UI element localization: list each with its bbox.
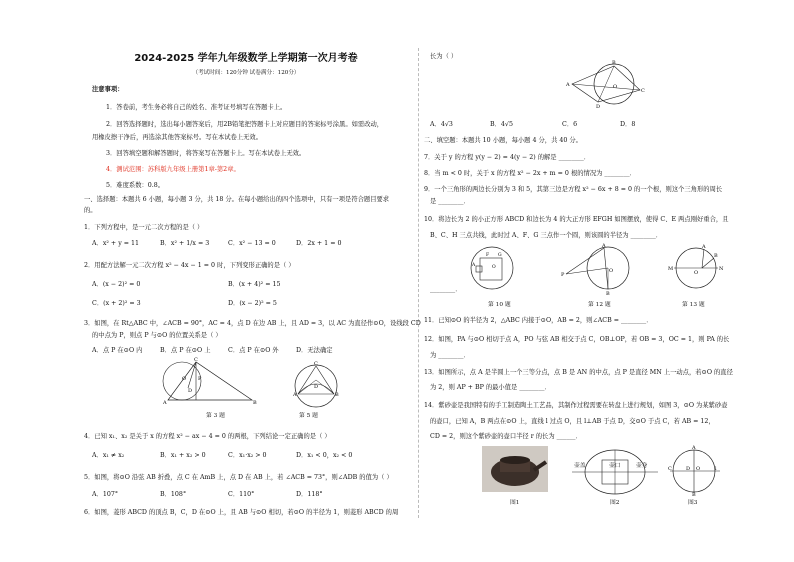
figure-12 bbox=[561, 243, 634, 297]
q9-cont: 是 ________． bbox=[430, 198, 470, 205]
note-2-cont: 用橡皮擦干净后，再选涂其他答案标号。写在本试卷上无效。 bbox=[92, 134, 263, 141]
q2-option-d: D．(x − 2)² = 5 bbox=[228, 300, 277, 307]
svg-text:B: B bbox=[692, 492, 696, 498]
q6-option-b: B．4√5 bbox=[490, 121, 513, 128]
q12-cont: 为 ________． bbox=[430, 352, 470, 359]
q2-option-b: B．(x + 4)² = 15 bbox=[228, 281, 281, 288]
svg-text:C: C bbox=[668, 466, 672, 472]
q11: 11．已知⊙O 的半径为 2，△ABC 内接于⊙O，AB = 2，则∠ACB = ________． bbox=[424, 317, 653, 324]
svg-text:C: C bbox=[641, 88, 645, 94]
note-4: 4．测试范围：苏科版九年级上册第1章-第2章。 bbox=[106, 166, 240, 173]
q3-option-a: A．点 P 在⊙O 内 bbox=[92, 347, 143, 354]
figure-13-caption: 第 13 题 bbox=[682, 302, 705, 308]
q7: 7．关于 y 的方程 y(y − 2) = 4(y − 2) 的解是 ________． bbox=[424, 154, 591, 161]
figure-3-caption: 第 3 题 bbox=[206, 413, 225, 419]
note-1: 1．答卷前，考生务必将自己的姓名、准考证号填写在答题卡上。 bbox=[106, 104, 287, 111]
svg-text:B: B bbox=[335, 392, 339, 398]
q8: 8．当 m < 0 时，关于 x 的方程 x² − 2x + m = 0 根的情况为 ________． bbox=[424, 170, 636, 177]
note-3: 3．回答填空题和解答题时，将答案写在答题卡上。写在本试卷上无效。 bbox=[106, 150, 306, 157]
label-lid: 壶盖 bbox=[574, 463, 586, 469]
q14-cont: 的壶口，已知 A，B 两点在⊙O 上，直线 l 过点 O，且 l⊥AB 于点 D，交⊙O 于点 C，若 AB = 12， bbox=[430, 418, 715, 425]
q10-blank: ________． bbox=[430, 286, 462, 293]
q3-stem-cont: 的中点为 P，则点 P 与⊙O 的位置关系是（ ） bbox=[92, 332, 222, 339]
svg-text:A: A bbox=[602, 243, 606, 249]
svg-text:O: O bbox=[492, 265, 496, 270]
q6-stem: 6．如图，菱形 ABCD 的顶点 B，C，D 在⊙O 上，且 AB 与⊙O 相切，若⊙O 的半径为 1，则菱形 ABCD 的周 bbox=[84, 509, 399, 516]
svg-text:O: O bbox=[696, 466, 701, 472]
q3-stem: 3．如图，在 Rt△ABC 中，∠ACB = 90°，AC = 4，点 D 在边 AB 上，且 AD = 3，以 AC 为直径作⊙O，设线段 CD bbox=[84, 320, 421, 327]
svg-text:D: D bbox=[188, 388, 193, 394]
q1-option-a: A．x² + y = 11 bbox=[92, 240, 140, 247]
svg-text:M: M bbox=[668, 266, 674, 272]
q2-option-a: A．(x − 2)² = 0 bbox=[92, 281, 141, 288]
right-column bbox=[424, 0, 733, 562]
q1-stem: 1．下列方程中，是一元二次方程的是（ ） bbox=[84, 224, 204, 231]
q4-option-b: B．x₁ + x₂ > 0 bbox=[160, 452, 206, 459]
section2-heading: 二、填空题：本题共 10 小题，每小题 4 分，共 40 分。 bbox=[424, 137, 582, 144]
figure-6 bbox=[566, 60, 650, 110]
note-2: 2．回答选择题时，选出每小题答案后，用2B铅笔把答题卡上对应题目的答案标号涂黑。如需改动， bbox=[106, 121, 384, 128]
left-column bbox=[80, 0, 421, 562]
figure-14-2-caption: 图2 bbox=[610, 500, 620, 506]
q9: 9．一个三角形的两边长分别为 3 和 5，其第三边是方程 x² − 6x + 8 = 0 的一个根，则这个三角形的周长 bbox=[424, 186, 723, 193]
figure-14-3 bbox=[668, 446, 722, 496]
teapot-diagram bbox=[572, 446, 658, 496]
section1-heading-cont: 的。 bbox=[84, 207, 97, 214]
q12: 12．如图，PA 与⊙O 相切于点 A，PO 与弦 AB 相交于点 C，OB⊥OP，若 OB = 3，OC = 1，则 PA 的长 bbox=[424, 336, 730, 343]
figure-5 bbox=[292, 362, 342, 410]
q5-stem: 5．如图，将⊙O 沿弦 AB 折叠，点 C 在 AmB 上，点 D 在 AB 上，若 ∠ACB = 73°，则∠ADB 的值为（ ） bbox=[84, 474, 393, 481]
q6-stem-cont: 长为（ ） bbox=[430, 53, 458, 60]
q13-cont: 为 2，则 AP + BP 的最小值是 ________． bbox=[430, 384, 551, 391]
figure-14-1-caption: 图1 bbox=[510, 500, 520, 506]
q10: 10．将边长为 2 的小正方形 ABCD 和边长为 4 的大正方形 EFGH 如图摆放，使得 C、E 两点刚好重合，且 bbox=[424, 216, 729, 223]
svg-text:O: O bbox=[182, 376, 187, 382]
svg-text:B: B bbox=[714, 253, 718, 259]
svg-text:N: N bbox=[719, 266, 724, 272]
figure-14-3-caption: 图3 bbox=[688, 500, 698, 506]
q6-option-d: D．8 bbox=[620, 121, 636, 128]
svg-text:O: O bbox=[694, 270, 699, 276]
svg-text:A: A bbox=[472, 263, 476, 268]
figure-5-caption: 第 5 题 bbox=[299, 413, 318, 419]
q10-cont: B、C、H 三点共线，此时过 A、F、G 三点作一个圆，则该圆的半径为 ________． bbox=[430, 232, 663, 239]
svg-text:B: B bbox=[612, 60, 616, 66]
q13: 13．如图所示，点 A 是半圆上一个三等分点，点 B 是 AN 的中点，点 P 是直径 MN 上一动点，若⊙O 的直径 bbox=[424, 369, 733, 376]
svg-text:P: P bbox=[561, 272, 565, 278]
page-title: 2024-2025 学年九年级数学上学期第一次月考卷 bbox=[134, 53, 358, 64]
label-body: 壶身 bbox=[636, 463, 648, 469]
q5-option-a: A．107° bbox=[92, 491, 119, 498]
svg-text:O: O bbox=[613, 84, 618, 90]
q4-stem: 4．已知 x₁、x₂ 是关于 x 的方程 x² − ax − 4 = 0 的两根，下列结论一定正确的是（ ） bbox=[84, 433, 331, 440]
label-mouth: 壶口 bbox=[609, 463, 621, 469]
q2-stem: 2．用配方法解一元二次方程 x² − 4x − 1 = 0 时，下列变形正确的是（ ） bbox=[84, 262, 295, 269]
q1-option-b: B．x² + 1/x = 3 bbox=[160, 240, 210, 247]
figure-10 bbox=[468, 244, 518, 294]
q6-option-a: A．4√3 bbox=[430, 121, 453, 128]
q3-option-b: B．点 P 在⊙O 上 bbox=[160, 347, 211, 354]
svg-text:A: A bbox=[702, 244, 706, 250]
q5-option-b: B．108° bbox=[160, 491, 187, 498]
svg-text:P: P bbox=[198, 376, 202, 382]
svg-text:O: O bbox=[609, 268, 614, 274]
svg-text:D: D bbox=[314, 384, 319, 390]
figure-12-caption: 第 12 题 bbox=[588, 302, 611, 308]
teapot-photo bbox=[482, 446, 548, 492]
q6-option-c: C．6 bbox=[562, 121, 578, 128]
q4-option-d: D．x₁ < 0，x₂ < 0 bbox=[296, 452, 353, 459]
column-divider bbox=[418, 48, 419, 518]
figure-10-caption: 第 10 题 bbox=[488, 302, 511, 308]
svg-text:A: A bbox=[692, 445, 696, 451]
figure-3 bbox=[160, 358, 260, 408]
svg-text:l: l bbox=[715, 466, 717, 472]
q4-option-c: C．x₁·x₂ > 0 bbox=[228, 452, 267, 459]
note-5: 5．难度系数：0.8。 bbox=[106, 182, 165, 189]
svg-text:A: A bbox=[566, 82, 570, 88]
page-subtitle: （考试时间：120分钟 试卷满分：120分） bbox=[192, 70, 300, 76]
q4-option-a: A．x₁ ≠ x₂ bbox=[92, 452, 125, 459]
svg-text:A: A bbox=[293, 392, 297, 398]
svg-text:C: C bbox=[194, 357, 198, 363]
q5-option-d: D．118° bbox=[296, 491, 323, 498]
svg-text:F: F bbox=[486, 253, 490, 258]
q1-option-d: D．2x + 1 = 0 bbox=[296, 240, 342, 247]
svg-text:D: D bbox=[596, 104, 601, 110]
q14: 14．紫砂壶是我国特有的手工制造陶土工艺品，其制作过程需要在转盘上进行规划，如图 3，⊙O 为某紫砂壶 bbox=[424, 402, 728, 409]
q5-option-c: C．110° bbox=[228, 491, 255, 498]
q14-cont-2: CD = 2，则这个紫砂壶的壶口半径 r 的长为 ______． bbox=[430, 433, 582, 440]
q3-option-c: C．点 P 在⊙O 外 bbox=[228, 347, 279, 354]
svg-text:B: B bbox=[253, 400, 257, 406]
svg-text:G: G bbox=[498, 253, 502, 258]
svg-text:B: B bbox=[606, 291, 610, 297]
notes-heading: 注意事项： bbox=[92, 86, 124, 93]
svg-text:C: C bbox=[314, 361, 318, 367]
section1-heading: 一、选择题：本题共 6 小题，每小题 3 分，共 18 分。在每小题给出的四个选项中，只有一项是符合题目要求 bbox=[84, 196, 390, 203]
figure-13 bbox=[668, 244, 724, 294]
svg-text:D: D bbox=[686, 466, 691, 472]
q1-option-c: C．x² − 13 = 0 bbox=[228, 240, 276, 247]
q3-option-d: D．无法确定 bbox=[296, 347, 333, 354]
svg-text:A: A bbox=[163, 400, 167, 406]
q2-option-c: C．(x + 2)² = 3 bbox=[92, 300, 141, 307]
